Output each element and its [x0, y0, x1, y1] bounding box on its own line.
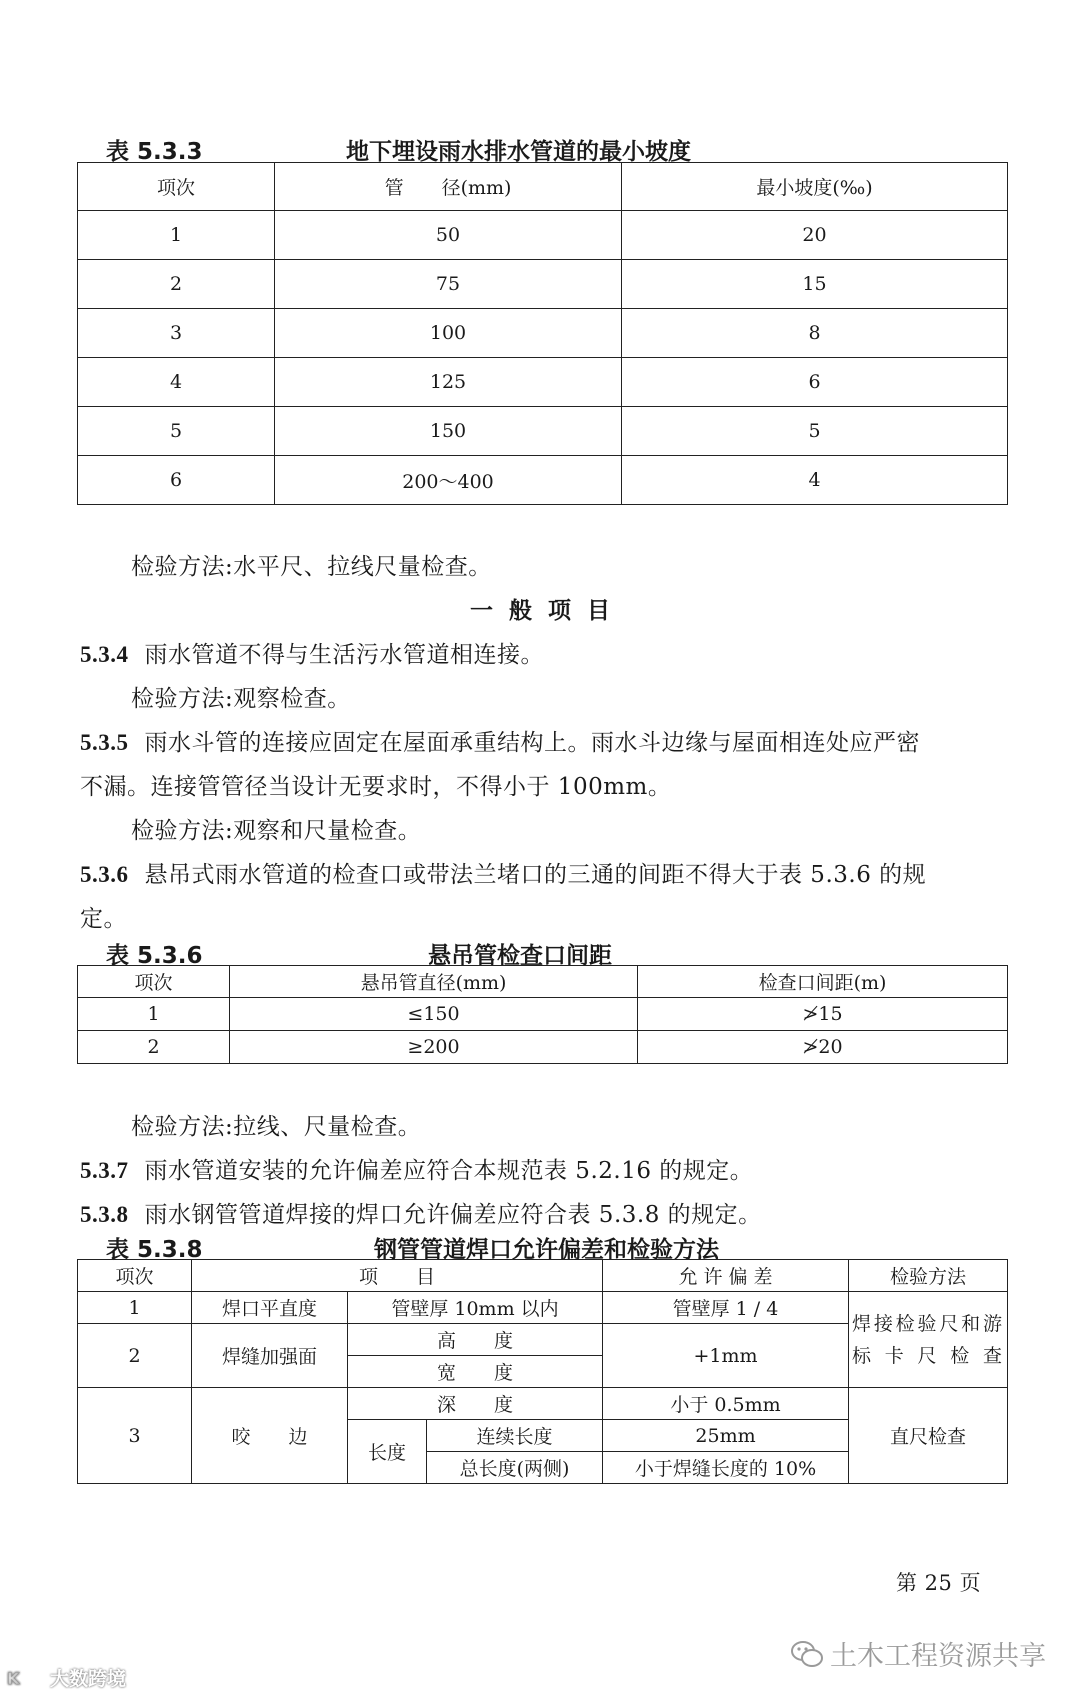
- brand-logo-icon: [6, 1667, 46, 1689]
- table-cell: 100: [275, 309, 622, 358]
- table-cell: 焊缝加强面: [192, 1324, 348, 1388]
- table-cell: 管壁厚 10mm 以内: [348, 1292, 603, 1324]
- table-row: [78, 260, 1008, 309]
- page-number: 第 25 页: [896, 1571, 982, 1595]
- table-row: [78, 1031, 1008, 1064]
- table-cell: 8: [622, 309, 1008, 358]
- clause-text: 雨水钢管管道焊接的焊口允许偏差应符合表 5.3.8 的规定。: [144, 1202, 762, 1228]
- clause-number: 5.3.5: [80, 730, 129, 755]
- table-533-header: 最小坡度(‰): [622, 163, 1008, 211]
- table-cell: 6: [622, 358, 1008, 407]
- table-cell: 长度: [348, 1420, 427, 1484]
- table-row: [78, 456, 1008, 505]
- table-536: [77, 965, 1008, 1064]
- table-cell: 3: [78, 309, 275, 358]
- table-cell: 深 度: [348, 1388, 603, 1420]
- clause-text: 雨水管道不得与生活污水管道相连接。: [144, 642, 544, 668]
- table-538-header: 项次: [78, 1260, 192, 1292]
- table-cell: 15: [622, 260, 1008, 309]
- table-row: [78, 211, 1008, 260]
- table-cell: 宽 度: [348, 1356, 603, 1388]
- table-533-header: 管 径(mm): [275, 163, 622, 211]
- clause-text: 悬吊式雨水管道的检查口或带法兰堵口的三通的间距不得大于表 5.3.6 的规: [144, 862, 927, 888]
- table-cell: 50: [275, 211, 622, 260]
- inspection-method-2: 检验方法:观察检查。: [131, 686, 351, 712]
- table-536-title: 悬吊管检查口间距: [428, 943, 612, 969]
- table-cell: 咬 边: [192, 1388, 348, 1484]
- clause-534: [80, 636, 544, 669]
- clause-537: [80, 1152, 753, 1185]
- table-cell: 1: [78, 211, 275, 260]
- clause-number: 5.3.7: [80, 1158, 129, 1183]
- table-cell: 6: [78, 456, 275, 505]
- table-cell: 高 度: [348, 1324, 603, 1356]
- table-cell: 25mm: [603, 1420, 849, 1452]
- table-cell: 2: [78, 1031, 230, 1064]
- table-cell: 连续长度: [427, 1420, 603, 1452]
- table-row: [78, 309, 1008, 358]
- table-row: [78, 998, 1008, 1031]
- table-536-number: 表 5.3.6: [106, 943, 203, 969]
- table-cell: 3: [78, 1388, 192, 1484]
- table-cell: ≤150: [230, 998, 638, 1031]
- table-cell: 4: [622, 456, 1008, 505]
- table-cell: 150: [275, 407, 622, 456]
- clause-536-line2: 定。: [80, 906, 127, 932]
- table-cell: 200～400: [275, 456, 622, 505]
- table-cell: ≥200: [230, 1031, 638, 1064]
- general-items-heading: 一 般 项 目: [470, 597, 615, 624]
- watermark-left-text: 大数跨境: [50, 1668, 127, 1690]
- table-cell: 1: [78, 1292, 192, 1324]
- table-cell-method-2: 直尺检查: [849, 1388, 1008, 1484]
- table-538-header: 检验方法: [849, 1260, 1008, 1292]
- table-cell: 2: [78, 1324, 192, 1388]
- clause-535-line2: 不漏。连接管管径当设计无要求时，不得小于 100mm。: [80, 774, 672, 800]
- table-cell: 小于焊缝长度的 10%: [603, 1452, 849, 1484]
- table-cell: 75: [275, 260, 622, 309]
- watermark-left: [6, 1664, 126, 1691]
- table-row: [78, 407, 1008, 456]
- table-cell: 管壁厚 1 / 4: [603, 1292, 849, 1324]
- watermark-right: [790, 1634, 1046, 1673]
- table-536-header: 项次: [78, 966, 230, 998]
- clause-text: 雨水管道安装的允许偏差应符合本规范表 5.2.16 的规定。: [144, 1158, 754, 1184]
- table-538: [77, 1259, 1008, 1484]
- table-536-header: 悬吊管直径(mm): [230, 966, 638, 998]
- table-cell: 焊口平直度: [192, 1292, 348, 1324]
- table-cell-method-1: 焊接检验尺和游标卡尺检查: [849, 1292, 1008, 1388]
- inspection-method-3: 检验方法:观察和尺量检查。: [131, 818, 422, 844]
- table-cell: 5: [78, 407, 275, 456]
- clause-number: 5.3.4: [80, 642, 129, 667]
- table-cell: 1: [78, 998, 230, 1031]
- clause-538: [80, 1196, 762, 1229]
- clause-535: [80, 724, 920, 757]
- table-533: [77, 162, 1008, 505]
- table-cell: +1mm: [603, 1324, 849, 1388]
- table-533-title: 地下埋设雨水排水管道的最小坡度: [346, 139, 691, 165]
- table-cell: 小于 0.5mm: [603, 1388, 849, 1420]
- table-cell: 5: [622, 407, 1008, 456]
- table-cell: 总长度(两侧): [427, 1452, 603, 1484]
- table-533-number: 表 5.3.3: [106, 139, 203, 165]
- table-row: [78, 358, 1008, 407]
- inspection-method-1: 检验方法:水平尺、拉线尺量检查。: [131, 554, 492, 580]
- table-cell: 4: [78, 358, 275, 407]
- table-cell: ≯15: [638, 998, 1008, 1031]
- inspection-method-4: 检验方法:拉线、尺量检查。: [131, 1114, 422, 1140]
- wechat-icon: [790, 1639, 824, 1669]
- table-538-number: 表 5.3.8: [106, 1237, 203, 1263]
- svg-text:K: K: [7, 1669, 20, 1688]
- table-cell: ≯20: [638, 1031, 1008, 1064]
- table-cell: 125: [275, 358, 622, 407]
- table-533-header: 项次: [78, 163, 275, 211]
- table-cell: 20: [622, 211, 1008, 260]
- table-538-header: 允 许 偏 差: [603, 1260, 849, 1292]
- watermark-right-text: 土木工程资源共享: [830, 1641, 1046, 1672]
- clause-number: 5.3.8: [80, 1202, 129, 1227]
- table-538-title: 钢管管道焊口允许偏差和检验方法: [374, 1237, 719, 1263]
- table-cell: 2: [78, 260, 275, 309]
- clause-number: 5.3.6: [80, 862, 129, 887]
- clause-text: 雨水斗管的连接应固定在屋面承重结构上。雨水斗边缘与屋面相连处应严密: [144, 730, 920, 756]
- table-536-header: 检查口间距(m): [638, 966, 1008, 998]
- table-538-header: 项 目: [192, 1260, 603, 1292]
- clause-536: [80, 856, 926, 889]
